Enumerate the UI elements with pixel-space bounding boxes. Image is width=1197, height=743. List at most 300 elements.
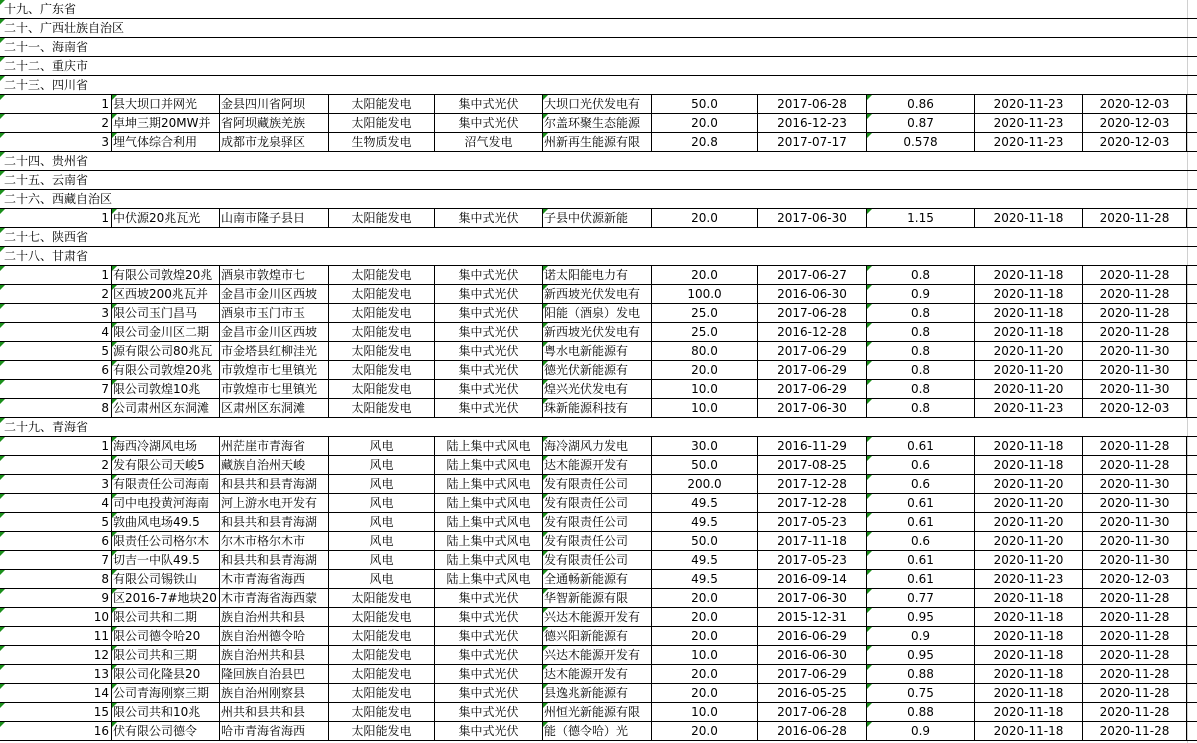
- date-cell[interactable]: 2017-12-28: [758, 494, 867, 512]
- sub-type-cell[interactable]: 陆上集中式风电: [435, 513, 543, 531]
- project-name-cell[interactable]: 埋气体综合利用: [112, 133, 220, 151]
- start-date-cell[interactable]: 2020-11-20: [975, 551, 1083, 569]
- start-date-cell[interactable]: 2020-11-23: [975, 133, 1083, 151]
- table-row[interactable]: [0, 570, 1197, 589]
- capacity-cell[interactable]: 100.0: [652, 285, 758, 303]
- date-cell[interactable]: 2016-06-30: [758, 646, 867, 664]
- sub-type-cell[interactable]: 陆上集中式风电: [435, 494, 543, 512]
- project-name-cell[interactable]: 有限责任公司海南: [112, 475, 220, 493]
- date-cell[interactable]: 2016-05-25: [758, 684, 867, 702]
- end-date-cell[interactable]: 2020-11-30: [1083, 494, 1187, 512]
- project-name-cell[interactable]: 中伏源20兆瓦光: [112, 209, 220, 227]
- table-row[interactable]: [0, 285, 1197, 304]
- company-cell[interactable]: 达木能源开发有: [543, 456, 652, 474]
- date-cell[interactable]: 2016-06-30: [758, 285, 867, 303]
- date-cell[interactable]: 2017-06-29: [758, 665, 867, 683]
- price-cell[interactable]: 0.86: [867, 95, 975, 113]
- energy-type-cell[interactable]: 风电: [329, 532, 435, 550]
- price-cell[interactable]: 0.9: [867, 285, 975, 303]
- energy-type-cell[interactable]: 太阳能发电: [329, 684, 435, 702]
- sub-type-cell[interactable]: 集中式光伏: [435, 361, 543, 379]
- location-cell[interactable]: 山南市隆子县日: [220, 209, 329, 227]
- section-header-row[interactable]: [0, 76, 1197, 95]
- date-cell[interactable]: 2017-06-29: [758, 342, 867, 360]
- index-cell[interactable]: 5: [0, 342, 112, 360]
- table-row[interactable]: [0, 532, 1197, 551]
- capacity-cell[interactable]: 49.5: [652, 513, 758, 531]
- company-cell[interactable]: 海冷湖风力发电: [543, 437, 652, 455]
- price-cell[interactable]: 0.87: [867, 114, 975, 132]
- section-header-row[interactable]: [0, 247, 1197, 266]
- sub-type-cell[interactable]: 集中式光伏: [435, 323, 543, 341]
- sub-type-cell[interactable]: 沼气发电: [435, 133, 543, 151]
- price-cell[interactable]: 0.88: [867, 665, 975, 683]
- company-cell[interactable]: 发有限责任公司: [543, 513, 652, 531]
- capacity-cell[interactable]: 20.0: [652, 722, 758, 740]
- table-row[interactable]: [0, 380, 1197, 399]
- company-cell[interactable]: 新西坡光伏发电有: [543, 285, 652, 303]
- start-date-cell[interactable]: 2020-11-18: [975, 437, 1083, 455]
- end-date-cell[interactable]: 2020-12-03: [1083, 570, 1187, 588]
- energy-type-cell[interactable]: 太阳能发电: [329, 665, 435, 683]
- end-date-cell[interactable]: 2020-11-28: [1083, 323, 1187, 341]
- location-cell[interactable]: 木市青海省海西: [220, 570, 329, 588]
- location-cell[interactable]: 哈市青海省海西: [220, 722, 329, 740]
- location-cell[interactable]: 州共和县共和县: [220, 703, 329, 721]
- end-date-cell[interactable]: 2020-12-03: [1083, 133, 1187, 151]
- sub-type-cell[interactable]: 集中式光伏: [435, 589, 543, 607]
- capacity-cell[interactable]: 10.0: [652, 380, 758, 398]
- table-row[interactable]: [0, 608, 1197, 627]
- price-cell[interactable]: 0.88: [867, 703, 975, 721]
- date-cell[interactable]: 2016-11-29: [758, 437, 867, 455]
- price-cell[interactable]: 0.8: [867, 399, 975, 417]
- project-name-cell[interactable]: 卓坤三期20MW并: [112, 114, 220, 132]
- capacity-cell[interactable]: 20.0: [652, 589, 758, 607]
- index-cell[interactable]: 9: [0, 589, 112, 607]
- index-cell[interactable]: 4: [0, 494, 112, 512]
- location-cell[interactable]: 和县共和县青海湖: [220, 475, 329, 493]
- end-date-cell[interactable]: 2020-11-28: [1083, 437, 1187, 455]
- price-cell[interactable]: 0.75: [867, 684, 975, 702]
- table-row[interactable]: [0, 456, 1197, 475]
- start-date-cell[interactable]: 2020-11-18: [975, 608, 1083, 626]
- start-date-cell[interactable]: 2020-11-18: [975, 304, 1083, 322]
- index-cell[interactable]: 1: [0, 266, 112, 284]
- capacity-cell[interactable]: 50.0: [652, 456, 758, 474]
- capacity-cell[interactable]: 49.5: [652, 570, 758, 588]
- section-header-row[interactable]: [0, 152, 1197, 171]
- date-cell[interactable]: 2017-06-30: [758, 399, 867, 417]
- index-cell[interactable]: 1: [0, 209, 112, 227]
- start-date-cell[interactable]: 2020-11-23: [975, 95, 1083, 113]
- capacity-cell[interactable]: 25.0: [652, 304, 758, 322]
- table-row[interactable]: [0, 703, 1197, 722]
- location-cell[interactable]: 成都市龙泉驿区: [220, 133, 329, 151]
- start-date-cell[interactable]: 2020-11-18: [975, 456, 1083, 474]
- project-name-cell[interactable]: 区西坡200兆瓦并: [112, 285, 220, 303]
- end-date-cell[interactable]: 2020-11-30: [1083, 532, 1187, 550]
- energy-type-cell[interactable]: 太阳能发电: [329, 608, 435, 626]
- end-date-cell[interactable]: 2020-12-03: [1083, 114, 1187, 132]
- project-name-cell[interactable]: 限公司玉门昌马: [112, 304, 220, 322]
- sub-type-cell[interactable]: 集中式光伏: [435, 646, 543, 664]
- project-name-cell[interactable]: 限责任公司格尔木: [112, 532, 220, 550]
- price-cell[interactable]: 0.6: [867, 456, 975, 474]
- company-cell[interactable]: 诺太阳能电力有: [543, 266, 652, 284]
- company-cell[interactable]: 兴达木能源开发有: [543, 646, 652, 664]
- energy-type-cell[interactable]: 太阳能发电: [329, 703, 435, 721]
- price-cell[interactable]: 0.6: [867, 532, 975, 550]
- date-cell[interactable]: 2016-12-28: [758, 323, 867, 341]
- company-cell[interactable]: 兴达木能源开发有: [543, 608, 652, 626]
- index-cell[interactable]: 14: [0, 684, 112, 702]
- date-cell[interactable]: 2016-12-23: [758, 114, 867, 132]
- location-cell[interactable]: 市金塔县红柳洼光: [220, 342, 329, 360]
- sub-type-cell[interactable]: 集中式光伏: [435, 627, 543, 645]
- capacity-cell[interactable]: 49.5: [652, 494, 758, 512]
- price-cell[interactable]: 0.77: [867, 589, 975, 607]
- start-date-cell[interactable]: 2020-11-23: [975, 114, 1083, 132]
- date-cell[interactable]: 2017-07-17: [758, 133, 867, 151]
- energy-type-cell[interactable]: 太阳能发电: [329, 380, 435, 398]
- date-cell[interactable]: 2016-06-29: [758, 627, 867, 645]
- table-row[interactable]: [0, 399, 1197, 418]
- date-cell[interactable]: 2017-06-28: [758, 703, 867, 721]
- table-row[interactable]: [0, 95, 1197, 114]
- table-row[interactable]: [0, 342, 1197, 361]
- index-cell[interactable]: 5: [0, 513, 112, 531]
- start-date-cell[interactable]: 2020-11-20: [975, 361, 1083, 379]
- end-date-cell[interactable]: 2020-11-30: [1083, 513, 1187, 531]
- location-cell[interactable]: 藏族自治州天峻: [220, 456, 329, 474]
- price-cell[interactable]: 1.15: [867, 209, 975, 227]
- index-cell[interactable]: 7: [0, 380, 112, 398]
- price-cell[interactable]: 0.8: [867, 304, 975, 322]
- energy-type-cell[interactable]: 太阳能发电: [329, 114, 435, 132]
- energy-type-cell[interactable]: 太阳能发电: [329, 589, 435, 607]
- start-date-cell[interactable]: 2020-11-23: [975, 399, 1083, 417]
- location-cell[interactable]: 酒泉市玉门市玉: [220, 304, 329, 322]
- energy-type-cell[interactable]: 太阳能发电: [329, 399, 435, 417]
- table-row[interactable]: [0, 494, 1197, 513]
- price-cell[interactable]: 0.61: [867, 570, 975, 588]
- capacity-cell[interactable]: 20.0: [652, 627, 758, 645]
- start-date-cell[interactable]: 2020-11-18: [975, 665, 1083, 683]
- table-row[interactable]: [0, 665, 1197, 684]
- start-date-cell[interactable]: 2020-11-18: [975, 646, 1083, 664]
- index-cell[interactable]: 1: [0, 95, 112, 113]
- project-name-cell[interactable]: 源有限公司80兆瓦: [112, 342, 220, 360]
- capacity-cell[interactable]: 20.0: [652, 665, 758, 683]
- start-date-cell[interactable]: 2020-11-18: [975, 266, 1083, 284]
- project-name-cell[interactable]: 切吉一中队49.5: [112, 551, 220, 569]
- end-date-cell[interactable]: 2020-11-28: [1083, 285, 1187, 303]
- sub-type-cell[interactable]: 集中式光伏: [435, 342, 543, 360]
- index-cell[interactable]: 3: [0, 133, 112, 151]
- price-cell[interactable]: 0.9: [867, 722, 975, 740]
- section-header-row[interactable]: [0, 38, 1197, 57]
- table-row[interactable]: [0, 437, 1197, 456]
- end-date-cell[interactable]: 2020-11-28: [1083, 646, 1187, 664]
- capacity-cell[interactable]: 20.0: [652, 209, 758, 227]
- company-cell[interactable]: 德光伏新能源有: [543, 361, 652, 379]
- sub-type-cell[interactable]: 集中式光伏: [435, 608, 543, 626]
- project-name-cell[interactable]: 有限公司锡铁山: [112, 570, 220, 588]
- index-cell[interactable]: 8: [0, 570, 112, 588]
- location-cell[interactable]: 酒泉市敦煌市七: [220, 266, 329, 284]
- end-date-cell[interactable]: 2020-11-30: [1083, 551, 1187, 569]
- date-cell[interactable]: 2017-08-25: [758, 456, 867, 474]
- date-cell[interactable]: 2017-05-23: [758, 551, 867, 569]
- location-cell[interactable]: 金县四川省阿坝: [220, 95, 329, 113]
- location-cell[interactable]: 河上游水电开发有: [220, 494, 329, 512]
- capacity-cell[interactable]: 10.0: [652, 399, 758, 417]
- project-name-cell[interactable]: 伏有限公司德令: [112, 722, 220, 740]
- company-cell[interactable]: 发有限责任公司: [543, 475, 652, 493]
- date-cell[interactable]: 2017-06-29: [758, 361, 867, 379]
- capacity-cell[interactable]: 20.0: [652, 684, 758, 702]
- end-date-cell[interactable]: 2020-11-28: [1083, 304, 1187, 322]
- project-name-cell[interactable]: 限公司共和二期: [112, 608, 220, 626]
- table-row[interactable]: [0, 266, 1197, 285]
- price-cell[interactable]: 0.95: [867, 646, 975, 664]
- capacity-cell[interactable]: 20.0: [652, 608, 758, 626]
- location-cell[interactable]: 木市青海省海西蒙: [220, 589, 329, 607]
- location-cell[interactable]: 市敦煌市七里镇光: [220, 361, 329, 379]
- location-cell[interactable]: 市敦煌市七里镇光: [220, 380, 329, 398]
- sub-type-cell[interactable]: 集中式光伏: [435, 95, 543, 113]
- company-cell[interactable]: 煌兴光伏发电有: [543, 380, 652, 398]
- energy-type-cell[interactable]: 生物质发电: [329, 133, 435, 151]
- project-name-cell[interactable]: 发有限公司天峻5: [112, 456, 220, 474]
- energy-type-cell[interactable]: 太阳能发电: [329, 304, 435, 322]
- end-date-cell[interactable]: 2020-11-28: [1083, 209, 1187, 227]
- capacity-cell[interactable]: 20.0: [652, 361, 758, 379]
- sub-type-cell[interactable]: 陆上集中式风电: [435, 456, 543, 474]
- start-date-cell[interactable]: 2020-11-20: [975, 342, 1083, 360]
- section-header-row[interactable]: [0, 418, 1197, 437]
- energy-type-cell[interactable]: 太阳能发电: [329, 361, 435, 379]
- table-row[interactable]: [0, 589, 1197, 608]
- location-cell[interactable]: 族自治州刚察县: [220, 684, 329, 702]
- location-cell[interactable]: 和县共和县青海湖: [220, 513, 329, 531]
- start-date-cell[interactable]: 2020-11-20: [975, 494, 1083, 512]
- company-cell[interactable]: 能（德令哈）光: [543, 722, 652, 740]
- sub-type-cell[interactable]: 集中式光伏: [435, 114, 543, 132]
- capacity-cell[interactable]: 30.0: [652, 437, 758, 455]
- start-date-cell[interactable]: 2020-11-23: [975, 570, 1083, 588]
- end-date-cell[interactable]: 2020-11-28: [1083, 589, 1187, 607]
- energy-type-cell[interactable]: 太阳能发电: [329, 646, 435, 664]
- sub-type-cell[interactable]: 陆上集中式风电: [435, 570, 543, 588]
- company-cell[interactable]: 新西坡光伏发电有: [543, 323, 652, 341]
- index-cell[interactable]: 6: [0, 532, 112, 550]
- index-cell[interactable]: 15: [0, 703, 112, 721]
- sub-type-cell[interactable]: 陆上集中式风电: [435, 437, 543, 455]
- capacity-cell[interactable]: 50.0: [652, 95, 758, 113]
- end-date-cell[interactable]: 2020-11-28: [1083, 608, 1187, 626]
- start-date-cell[interactable]: 2020-11-20: [975, 532, 1083, 550]
- section-header-row[interactable]: [0, 228, 1197, 247]
- company-cell[interactable]: 州新再生能源有限: [543, 133, 652, 151]
- section-header-row[interactable]: [0, 19, 1197, 38]
- index-cell[interactable]: 1: [0, 437, 112, 455]
- capacity-cell[interactable]: 10.0: [652, 703, 758, 721]
- index-cell[interactable]: 11: [0, 627, 112, 645]
- date-cell[interactable]: 2017-06-30: [758, 589, 867, 607]
- start-date-cell[interactable]: 2020-11-18: [975, 627, 1083, 645]
- project-name-cell[interactable]: 限公司金川区二期: [112, 323, 220, 341]
- start-date-cell[interactable]: 2020-11-18: [975, 722, 1083, 740]
- table-row[interactable]: [0, 209, 1197, 228]
- table-row[interactable]: [0, 114, 1197, 133]
- project-name-cell[interactable]: 限公司敦煌10兆: [112, 380, 220, 398]
- table-row[interactable]: [0, 361, 1197, 380]
- table-row[interactable]: [0, 627, 1197, 646]
- end-date-cell[interactable]: 2020-12-03: [1083, 95, 1187, 113]
- sub-type-cell[interactable]: 集中式光伏: [435, 209, 543, 227]
- energy-type-cell[interactable]: 太阳能发电: [329, 266, 435, 284]
- capacity-cell[interactable]: 20.8: [652, 133, 758, 151]
- index-cell[interactable]: 6: [0, 361, 112, 379]
- capacity-cell[interactable]: 200.0: [652, 475, 758, 493]
- company-cell[interactable]: 大坝口光伏发电有: [543, 95, 652, 113]
- energy-type-cell[interactable]: 风电: [329, 437, 435, 455]
- end-date-cell[interactable]: 2020-11-28: [1083, 703, 1187, 721]
- date-cell[interactable]: 2017-06-27: [758, 266, 867, 284]
- date-cell[interactable]: 2017-06-30: [758, 209, 867, 227]
- project-name-cell[interactable]: 有限公司敦煌20兆: [112, 361, 220, 379]
- section-header-row[interactable]: [0, 0, 1197, 19]
- end-date-cell[interactable]: 2020-11-30: [1083, 361, 1187, 379]
- index-cell[interactable]: 13: [0, 665, 112, 683]
- table-row[interactable]: [0, 323, 1197, 342]
- end-date-cell[interactable]: 2020-11-28: [1083, 684, 1187, 702]
- energy-type-cell[interactable]: 太阳能发电: [329, 209, 435, 227]
- date-cell[interactable]: 2015-12-31: [758, 608, 867, 626]
- date-cell[interactable]: 2017-06-29: [758, 380, 867, 398]
- company-cell[interactable]: 全通畅新能源有: [543, 570, 652, 588]
- price-cell[interactable]: 0.9: [867, 627, 975, 645]
- location-cell[interactable]: 隆回族自治县巴: [220, 665, 329, 683]
- location-cell[interactable]: 族自治州德令哈: [220, 627, 329, 645]
- price-cell[interactable]: 0.95: [867, 608, 975, 626]
- table-row[interactable]: [0, 684, 1197, 703]
- energy-type-cell[interactable]: 太阳能发电: [329, 722, 435, 740]
- company-cell[interactable]: 发有限责任公司: [543, 551, 652, 569]
- sub-type-cell[interactable]: 陆上集中式风电: [435, 551, 543, 569]
- end-date-cell[interactable]: 2020-11-30: [1083, 475, 1187, 493]
- end-date-cell[interactable]: 2020-12-03: [1083, 399, 1187, 417]
- capacity-cell[interactable]: 49.5: [652, 551, 758, 569]
- company-cell[interactable]: 县逸兆新能源有: [543, 684, 652, 702]
- date-cell[interactable]: 2017-11-18: [758, 532, 867, 550]
- end-date-cell[interactable]: 2020-11-28: [1083, 266, 1187, 284]
- company-cell[interactable]: 发有限责任公司: [543, 494, 652, 512]
- project-name-cell[interactable]: 限公司化隆县20: [112, 665, 220, 683]
- sub-type-cell[interactable]: 集中式光伏: [435, 380, 543, 398]
- table-row[interactable]: [0, 646, 1197, 665]
- index-cell[interactable]: 7: [0, 551, 112, 569]
- project-name-cell[interactable]: 公司肃州区东洞滩: [112, 399, 220, 417]
- price-cell[interactable]: 0.8: [867, 380, 975, 398]
- sub-type-cell[interactable]: 陆上集中式风电: [435, 475, 543, 493]
- index-cell[interactable]: 3: [0, 304, 112, 322]
- index-cell[interactable]: 16: [0, 722, 112, 740]
- index-cell[interactable]: 2: [0, 285, 112, 303]
- company-cell[interactable]: 阳能（酒泉）发电: [543, 304, 652, 322]
- price-cell[interactable]: 0.8: [867, 361, 975, 379]
- price-cell[interactable]: 0.61: [867, 437, 975, 455]
- section-header-row[interactable]: [0, 57, 1197, 76]
- capacity-cell[interactable]: 10.0: [652, 646, 758, 664]
- end-date-cell[interactable]: 2020-11-28: [1083, 456, 1187, 474]
- end-date-cell[interactable]: 2020-11-28: [1083, 722, 1187, 740]
- location-cell[interactable]: 尔木市格尔木市: [220, 532, 329, 550]
- company-cell[interactable]: 子县中伏源新能: [543, 209, 652, 227]
- project-name-cell[interactable]: 限公司共和三期: [112, 646, 220, 664]
- company-cell[interactable]: 粤水电新能源有: [543, 342, 652, 360]
- section-header-row[interactable]: [0, 171, 1197, 190]
- capacity-cell[interactable]: 20.0: [652, 266, 758, 284]
- date-cell[interactable]: 2016-09-14: [758, 570, 867, 588]
- energy-type-cell[interactable]: 风电: [329, 494, 435, 512]
- sub-type-cell[interactable]: 集中式光伏: [435, 703, 543, 721]
- price-cell[interactable]: 0.61: [867, 494, 975, 512]
- location-cell[interactable]: 族自治州共和县: [220, 608, 329, 626]
- sub-type-cell[interactable]: 集中式光伏: [435, 266, 543, 284]
- index-cell[interactable]: 2: [0, 456, 112, 474]
- energy-type-cell[interactable]: 风电: [329, 513, 435, 531]
- price-cell[interactable]: 0.8: [867, 323, 975, 341]
- date-cell[interactable]: 2017-12-28: [758, 475, 867, 493]
- price-cell[interactable]: 0.578: [867, 133, 975, 151]
- project-name-cell[interactable]: 限公司共和10兆: [112, 703, 220, 721]
- energy-type-cell[interactable]: 风电: [329, 456, 435, 474]
- date-cell[interactable]: 2016-06-28: [758, 722, 867, 740]
- energy-type-cell[interactable]: 风电: [329, 570, 435, 588]
- start-date-cell[interactable]: 2020-11-18: [975, 323, 1083, 341]
- location-cell[interactable]: 族自治州共和县: [220, 646, 329, 664]
- start-date-cell[interactable]: 2020-11-18: [975, 684, 1083, 702]
- sub-type-cell[interactable]: 集中式光伏: [435, 285, 543, 303]
- start-date-cell[interactable]: 2020-11-20: [975, 380, 1083, 398]
- start-date-cell[interactable]: 2020-11-18: [975, 703, 1083, 721]
- sub-type-cell[interactable]: 集中式光伏: [435, 304, 543, 322]
- company-cell[interactable]: 华智新能源有限: [543, 589, 652, 607]
- date-cell[interactable]: 2017-06-28: [758, 95, 867, 113]
- project-name-cell[interactable]: 敦曲风电场49.5: [112, 513, 220, 531]
- table-row[interactable]: [0, 722, 1197, 741]
- project-name-cell[interactable]: 司中电投黄河海南: [112, 494, 220, 512]
- company-cell[interactable]: 珠新能源科技有: [543, 399, 652, 417]
- price-cell[interactable]: 0.6: [867, 475, 975, 493]
- price-cell[interactable]: 0.8: [867, 266, 975, 284]
- capacity-cell[interactable]: 80.0: [652, 342, 758, 360]
- company-cell[interactable]: 发有限责任公司: [543, 532, 652, 550]
- energy-type-cell[interactable]: 风电: [329, 551, 435, 569]
- company-cell[interactable]: 达木能源开发有: [543, 665, 652, 683]
- energy-type-cell[interactable]: 太阳能发电: [329, 285, 435, 303]
- location-cell[interactable]: 和县共和县青海湖: [220, 551, 329, 569]
- index-cell[interactable]: 3: [0, 475, 112, 493]
- project-name-cell[interactable]: 公司青海刚察三期: [112, 684, 220, 702]
- company-cell[interactable]: 德兴阳新能源有: [543, 627, 652, 645]
- project-name-cell[interactable]: 县大坝口并网光: [112, 95, 220, 113]
- start-date-cell[interactable]: 2020-11-18: [975, 209, 1083, 227]
- end-date-cell[interactable]: 2020-11-30: [1083, 342, 1187, 360]
